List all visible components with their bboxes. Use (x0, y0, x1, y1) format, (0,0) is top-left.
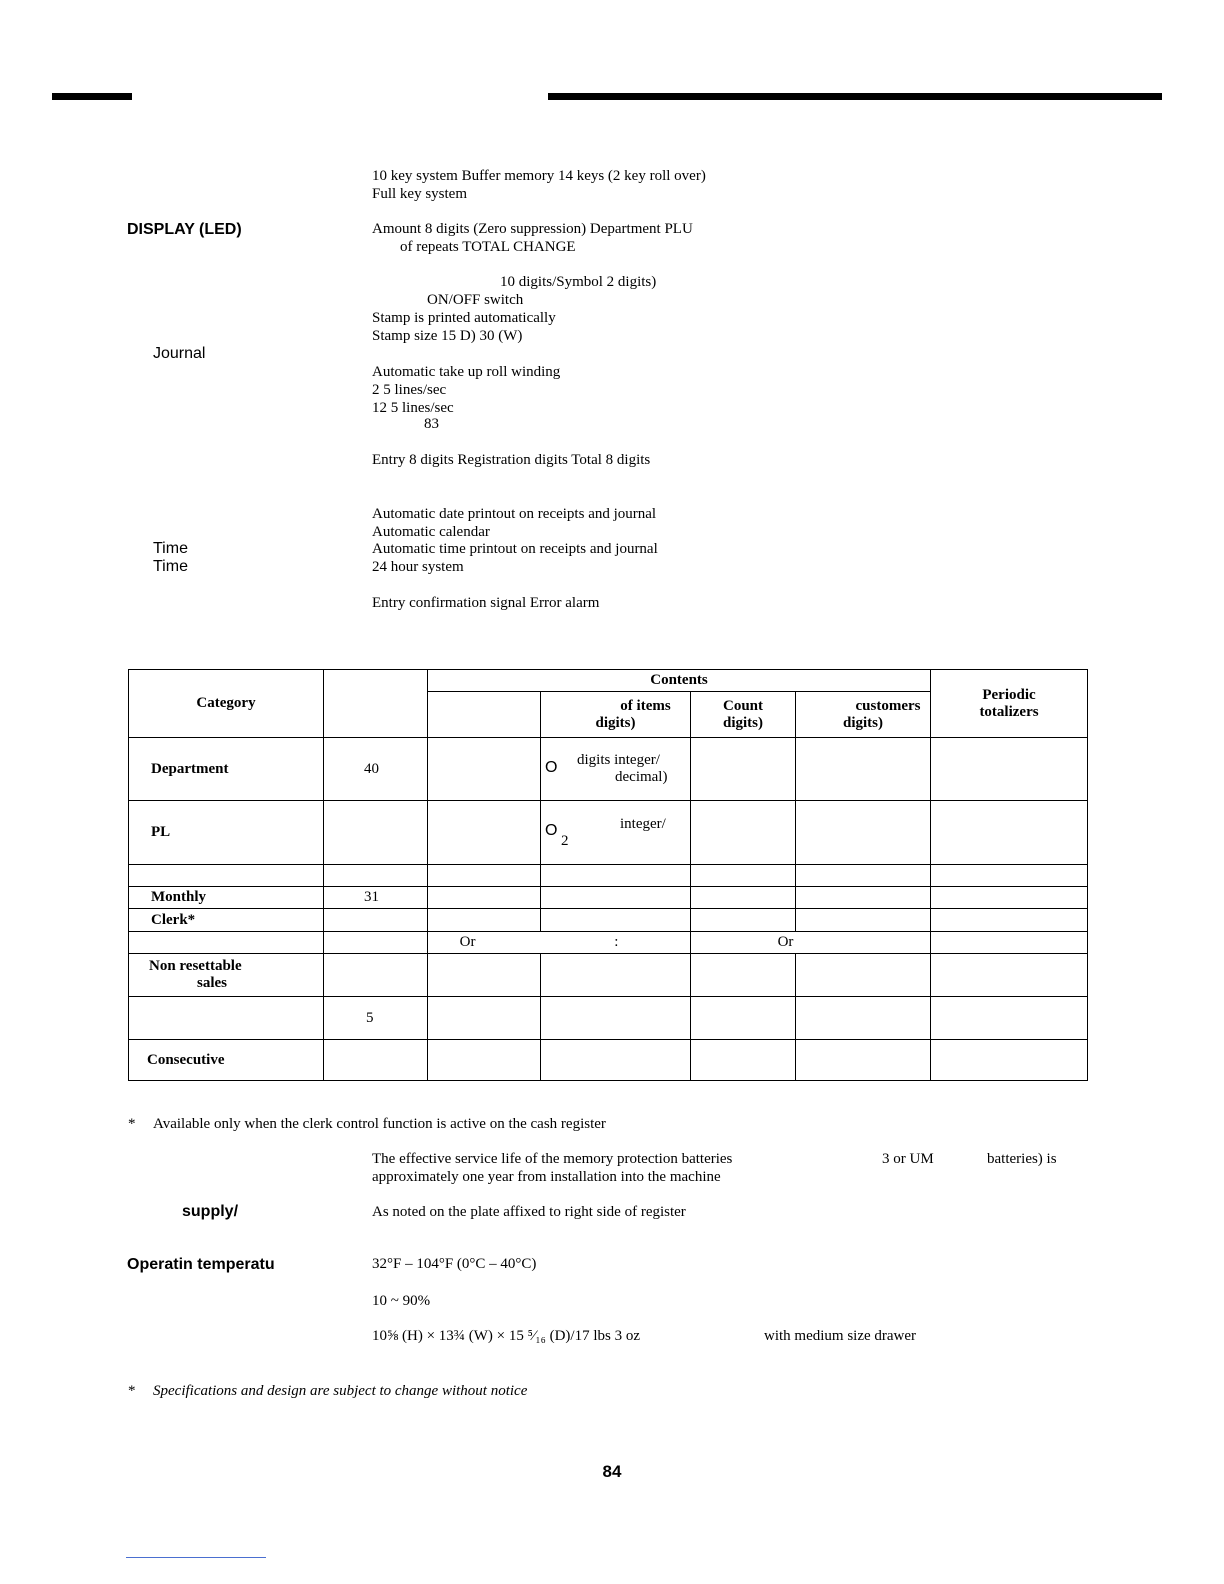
table-row (129, 997, 1088, 1040)
count-label: Count (722, 697, 763, 714)
spec-line-11: Entry 8 digits Registration digits Total 8 digits (372, 452, 651, 468)
table-row (129, 932, 1088, 954)
table-row (129, 887, 1088, 909)
customers-label: customers (855, 697, 921, 714)
totalizer-table (128, 669, 1088, 1081)
circle-marker-plu: O (545, 822, 558, 839)
battery-line-1: The effective service life of the memory protection batteries (372, 1151, 733, 1167)
header-contents: Contents (428, 670, 931, 692)
spec-line-5: Stamp is printed automatically (372, 310, 556, 326)
or-label-2: Or (777, 934, 794, 950)
keyboard-line-1: 10 key system Buffer memory 14 keys (2 key roll over) (372, 168, 706, 184)
dimensions-drawer-text: with medium size drawer (764, 1328, 917, 1344)
disclaimer-asterisk: * (128, 1383, 136, 1399)
row-five-num: 5 (324, 997, 428, 1040)
header-customers (796, 692, 931, 738)
table-row (129, 909, 1088, 932)
spec-line-9: 12 5 lines/sec (372, 400, 454, 416)
time-label-2: Time (153, 558, 188, 575)
asterisk-mark: * (128, 1116, 136, 1132)
row-nonresettable (129, 954, 324, 997)
spec-line-10: 83 (424, 416, 439, 432)
header-blank (324, 670, 428, 738)
supply-text: As noted on the plate affixed to right side of register (372, 1204, 686, 1220)
header-category: Category (129, 670, 324, 738)
table-row (129, 954, 1088, 997)
plu-items-line2: 2 (561, 832, 569, 849)
display-line-2: of repeats TOTAL CHANGE (400, 239, 576, 255)
totalizers-label: totalizers (979, 703, 1039, 720)
spec-line-16: Entry confirmation signal Error alarm (372, 595, 600, 611)
temperature-label: Operatin temperatu (127, 1256, 275, 1273)
header-count (691, 692, 796, 738)
nonreset-line2: sales (197, 975, 227, 991)
spec-line-12: Automatic date printout on receipts and journal (372, 506, 657, 522)
items-sub: digits) (595, 714, 636, 731)
nonreset-line1: Non resettable (149, 958, 242, 974)
customers-sub: digits) (843, 714, 884, 731)
display-line-1: Amount 8 digits (Zero suppression) Department PLU (372, 221, 693, 237)
row-consecutive: Consecutive (129, 1040, 324, 1081)
spec-line-6: Stamp size 15 D) 30 (W) (372, 328, 523, 344)
colon-label: : (614, 934, 619, 950)
spec-line-13: Automatic calendar (372, 524, 490, 540)
time-label-1: Time (153, 540, 188, 557)
or-cell-1 (428, 932, 691, 954)
plu-items-line1: integer/ (620, 815, 666, 832)
disclaimer: Specifications and design are subject to change without notice (153, 1383, 528, 1399)
dept-items-cell (541, 738, 691, 801)
spec-line-3: 10 digits/Symbol 2 digits) (500, 274, 657, 290)
spec-line-8: 2 5 lines/sec (372, 382, 447, 398)
spec-line-4: ON/OFF switch (427, 292, 524, 308)
table-row (129, 865, 1088, 887)
footer-line (126, 1557, 266, 1558)
clerk-note: Available only when the clerk control function is active on the cash register (153, 1116, 606, 1132)
row-monthly-num: 31 (324, 887, 428, 909)
row-plu: PL (129, 801, 324, 865)
battery-line-2: 3 or UM (882, 1151, 934, 1167)
count-sub: digits) (722, 714, 763, 731)
plu-items-cell (541, 801, 691, 865)
header-amount (428, 692, 541, 738)
header-bar-left (52, 93, 132, 100)
dept-items-line2: decimal) (615, 769, 668, 785)
periodic-label: Periodic (982, 686, 1036, 703)
dimensions-text: 10⅝ (H) × 13¾ (W) × 15 ⁵⁄₁₆ (D)/17 lbs 3 oz (372, 1328, 640, 1344)
spec-line-15: 24 hour system (372, 559, 464, 575)
items-label: of items (620, 697, 671, 714)
table-row (129, 738, 1088, 801)
temperature-text: 32°F – 104°F (0°C – 40°C) (372, 1256, 537, 1272)
battery-line-4: approximately one year from installation into the machine (372, 1169, 721, 1185)
spec-line-14: Automatic time printout on receipts and journal (372, 541, 658, 557)
battery-line-3: batteries) is (987, 1151, 1057, 1167)
header-bar-right (548, 93, 1162, 100)
row-department: Department (129, 738, 324, 801)
or-cell-2 (691, 932, 931, 954)
circle-marker-dept: O (545, 759, 558, 776)
page-number: 84 (602, 1462, 622, 1481)
spec-line-7: Automatic take up roll winding (372, 364, 561, 380)
or-label-1: Or (459, 934, 476, 950)
row-department-num: 40 (324, 738, 428, 801)
journal-label: Journal (153, 345, 206, 362)
supply-label: supply/ (182, 1203, 239, 1220)
display-label: DISPLAY (LED) (127, 221, 242, 238)
header-items (541, 692, 691, 738)
header-periodic (931, 670, 1088, 738)
keyboard-line-2: Full key system (372, 186, 468, 202)
dept-items-line1: digits integer/ (577, 752, 660, 768)
table-row (129, 1040, 1088, 1081)
humidity-text: 10 ~ 90% (372, 1293, 431, 1309)
row-clerk: Clerk* (129, 909, 324, 932)
row-monthly: Monthly (129, 887, 324, 909)
table-row (129, 801, 1088, 865)
